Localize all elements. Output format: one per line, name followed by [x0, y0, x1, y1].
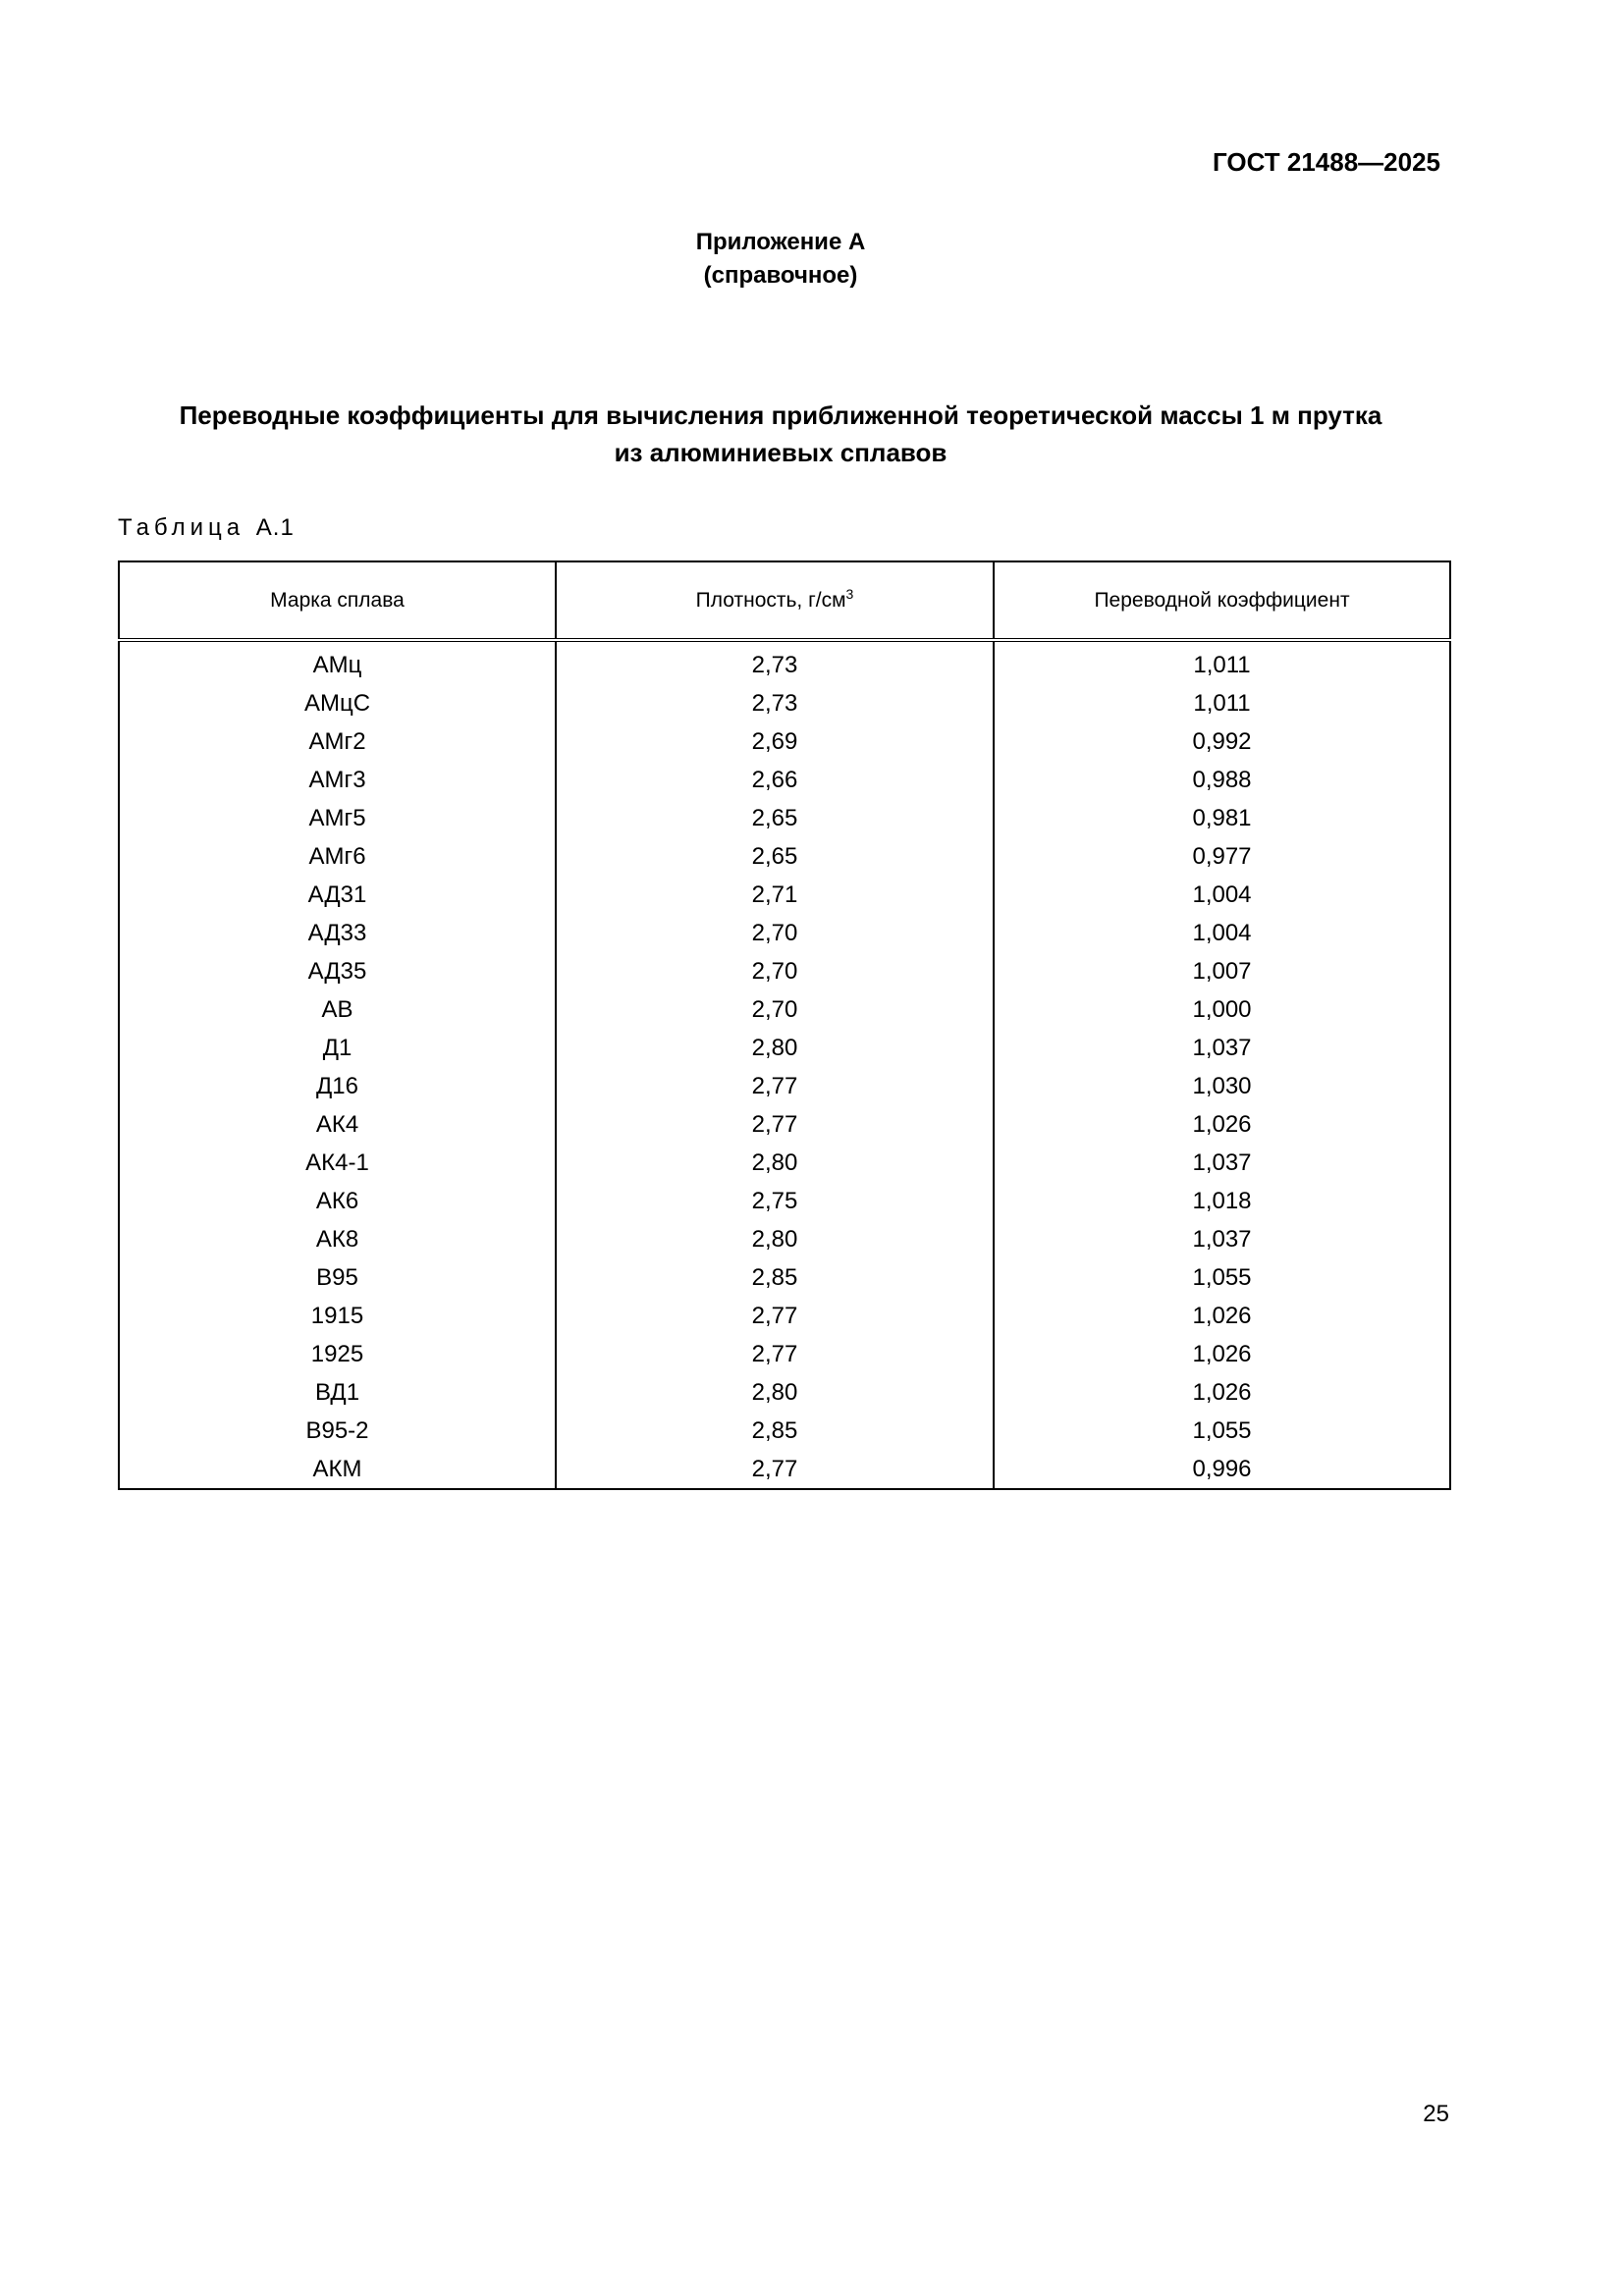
cell-coefficient: 1,037	[994, 1029, 1450, 1067]
cell-grade: АД35	[119, 952, 556, 990]
cell-grade: АКМ	[119, 1450, 556, 1489]
cell-coefficient: 1,037	[994, 1220, 1450, 1258]
cell-density: 2,70	[556, 914, 994, 952]
cell-grade: АМг3	[119, 761, 556, 799]
cell-coefficient: 1,026	[994, 1105, 1450, 1144]
main-title-line-1: Переводные коэффициенты для вычисления приближенной теоретической массы 1 м прутка	[179, 400, 1382, 430]
table-row	[119, 1373, 1450, 1412]
cell-coefficient: 1,055	[994, 1258, 1450, 1297]
cell-grade: АМцС	[119, 684, 556, 722]
cell-coefficient: 1,037	[994, 1144, 1450, 1182]
header-density-label: Плотность, г/см	[695, 588, 846, 612]
header-density-superscript: 3	[845, 585, 854, 602]
cell-grade: Д1	[119, 1029, 556, 1067]
page-number: 25	[1423, 2101, 1449, 2127]
table-row	[119, 1220, 1450, 1258]
cell-coefficient: 0,996	[994, 1450, 1450, 1489]
table-row	[119, 722, 1450, 761]
cell-density: 2,77	[556, 1105, 994, 1144]
cell-coefficient: 0,977	[994, 837, 1450, 876]
appendix-heading	[0, 226, 1561, 293]
table-row	[119, 914, 1450, 952]
table-row	[119, 1297, 1450, 1335]
cell-grade: 1925	[119, 1335, 556, 1373]
table-row	[119, 1067, 1450, 1105]
table-row	[119, 640, 1450, 684]
cell-grade: АМц	[119, 640, 556, 684]
main-title	[118, 397, 1443, 471]
table-row	[119, 1258, 1450, 1297]
alloy-table	[118, 561, 1451, 1490]
cell-grade: АВ	[119, 990, 556, 1029]
main-title-line-2: из алюминиевых сплавов	[614, 438, 947, 467]
cell-coefficient: 1,011	[994, 640, 1450, 684]
cell-coefficient: 1,007	[994, 952, 1450, 990]
cell-grade: Д16	[119, 1067, 556, 1105]
cell-coefficient: 1,030	[994, 1067, 1450, 1105]
header-grade: Марка сплава	[119, 561, 556, 640]
cell-grade: В95-2	[119, 1412, 556, 1450]
cell-density: 2,77	[556, 1067, 994, 1105]
cell-density: 2,75	[556, 1182, 994, 1220]
document-code: ГОСТ 21488—2025	[1213, 147, 1440, 177]
table-row	[119, 799, 1450, 837]
table-row	[119, 684, 1450, 722]
cell-density: 2,80	[556, 1220, 994, 1258]
cell-density: 2,80	[556, 1373, 994, 1412]
cell-grade: АМг2	[119, 722, 556, 761]
cell-grade: АК8	[119, 1220, 556, 1258]
table-row	[119, 1335, 1450, 1373]
table-caption-number: А.1	[255, 514, 295, 541]
cell-grade: АМг6	[119, 837, 556, 876]
cell-grade: АД31	[119, 876, 556, 914]
cell-coefficient: 0,988	[994, 761, 1450, 799]
cell-coefficient: 0,981	[994, 799, 1450, 837]
table-row	[119, 1450, 1450, 1489]
cell-coefficient: 1,000	[994, 990, 1450, 1029]
cell-density: 2,65	[556, 837, 994, 876]
table-row	[119, 952, 1450, 990]
header-density	[556, 561, 994, 640]
cell-grade: 1915	[119, 1297, 556, 1335]
cell-density: 2,66	[556, 761, 994, 799]
header-coefficient: Переводной коэффициент	[994, 561, 1450, 640]
table-header-row	[119, 561, 1450, 640]
cell-density: 2,69	[556, 722, 994, 761]
cell-density: 2,65	[556, 799, 994, 837]
table-caption	[118, 514, 295, 542]
cell-grade: АМг5	[119, 799, 556, 837]
table-row	[119, 1412, 1450, 1450]
cell-coefficient: 0,992	[994, 722, 1450, 761]
cell-density: 2,77	[556, 1450, 994, 1489]
table-row	[119, 876, 1450, 914]
cell-density: 2,71	[556, 876, 994, 914]
cell-grade: АК6	[119, 1182, 556, 1220]
appendix-subtitle: (справочное)	[703, 262, 858, 289]
cell-density: 2,77	[556, 1335, 994, 1373]
table-row	[119, 1182, 1450, 1220]
cell-grade: АД33	[119, 914, 556, 952]
cell-density: 2,70	[556, 990, 994, 1029]
cell-coefficient: 1,004	[994, 914, 1450, 952]
cell-density: 2,77	[556, 1297, 994, 1335]
table-row	[119, 1105, 1450, 1144]
cell-coefficient: 1,026	[994, 1297, 1450, 1335]
cell-coefficient: 1,011	[994, 684, 1450, 722]
cell-coefficient: 1,026	[994, 1335, 1450, 1373]
table-row	[119, 761, 1450, 799]
table-row	[119, 837, 1450, 876]
table-body	[119, 640, 1450, 1489]
cell-grade: АК4-1	[119, 1144, 556, 1182]
appendix-title: Приложение А	[695, 229, 866, 255]
cell-grade: ВД1	[119, 1373, 556, 1412]
cell-coefficient: 1,055	[994, 1412, 1450, 1450]
cell-coefficient: 1,026	[994, 1373, 1450, 1412]
table-row	[119, 990, 1450, 1029]
cell-grade: В95	[119, 1258, 556, 1297]
table-row	[119, 1029, 1450, 1067]
table-caption-word: Таблица	[118, 514, 245, 541]
cell-density: 2,85	[556, 1412, 994, 1450]
cell-grade: АК4	[119, 1105, 556, 1144]
cell-density: 2,85	[556, 1258, 994, 1297]
cell-coefficient: 1,004	[994, 876, 1450, 914]
cell-density: 2,80	[556, 1029, 994, 1067]
cell-density: 2,73	[556, 640, 994, 684]
cell-density: 2,73	[556, 684, 994, 722]
table-row	[119, 1144, 1450, 1182]
cell-coefficient: 1,018	[994, 1182, 1450, 1220]
cell-density: 2,70	[556, 952, 994, 990]
cell-density: 2,80	[556, 1144, 994, 1182]
